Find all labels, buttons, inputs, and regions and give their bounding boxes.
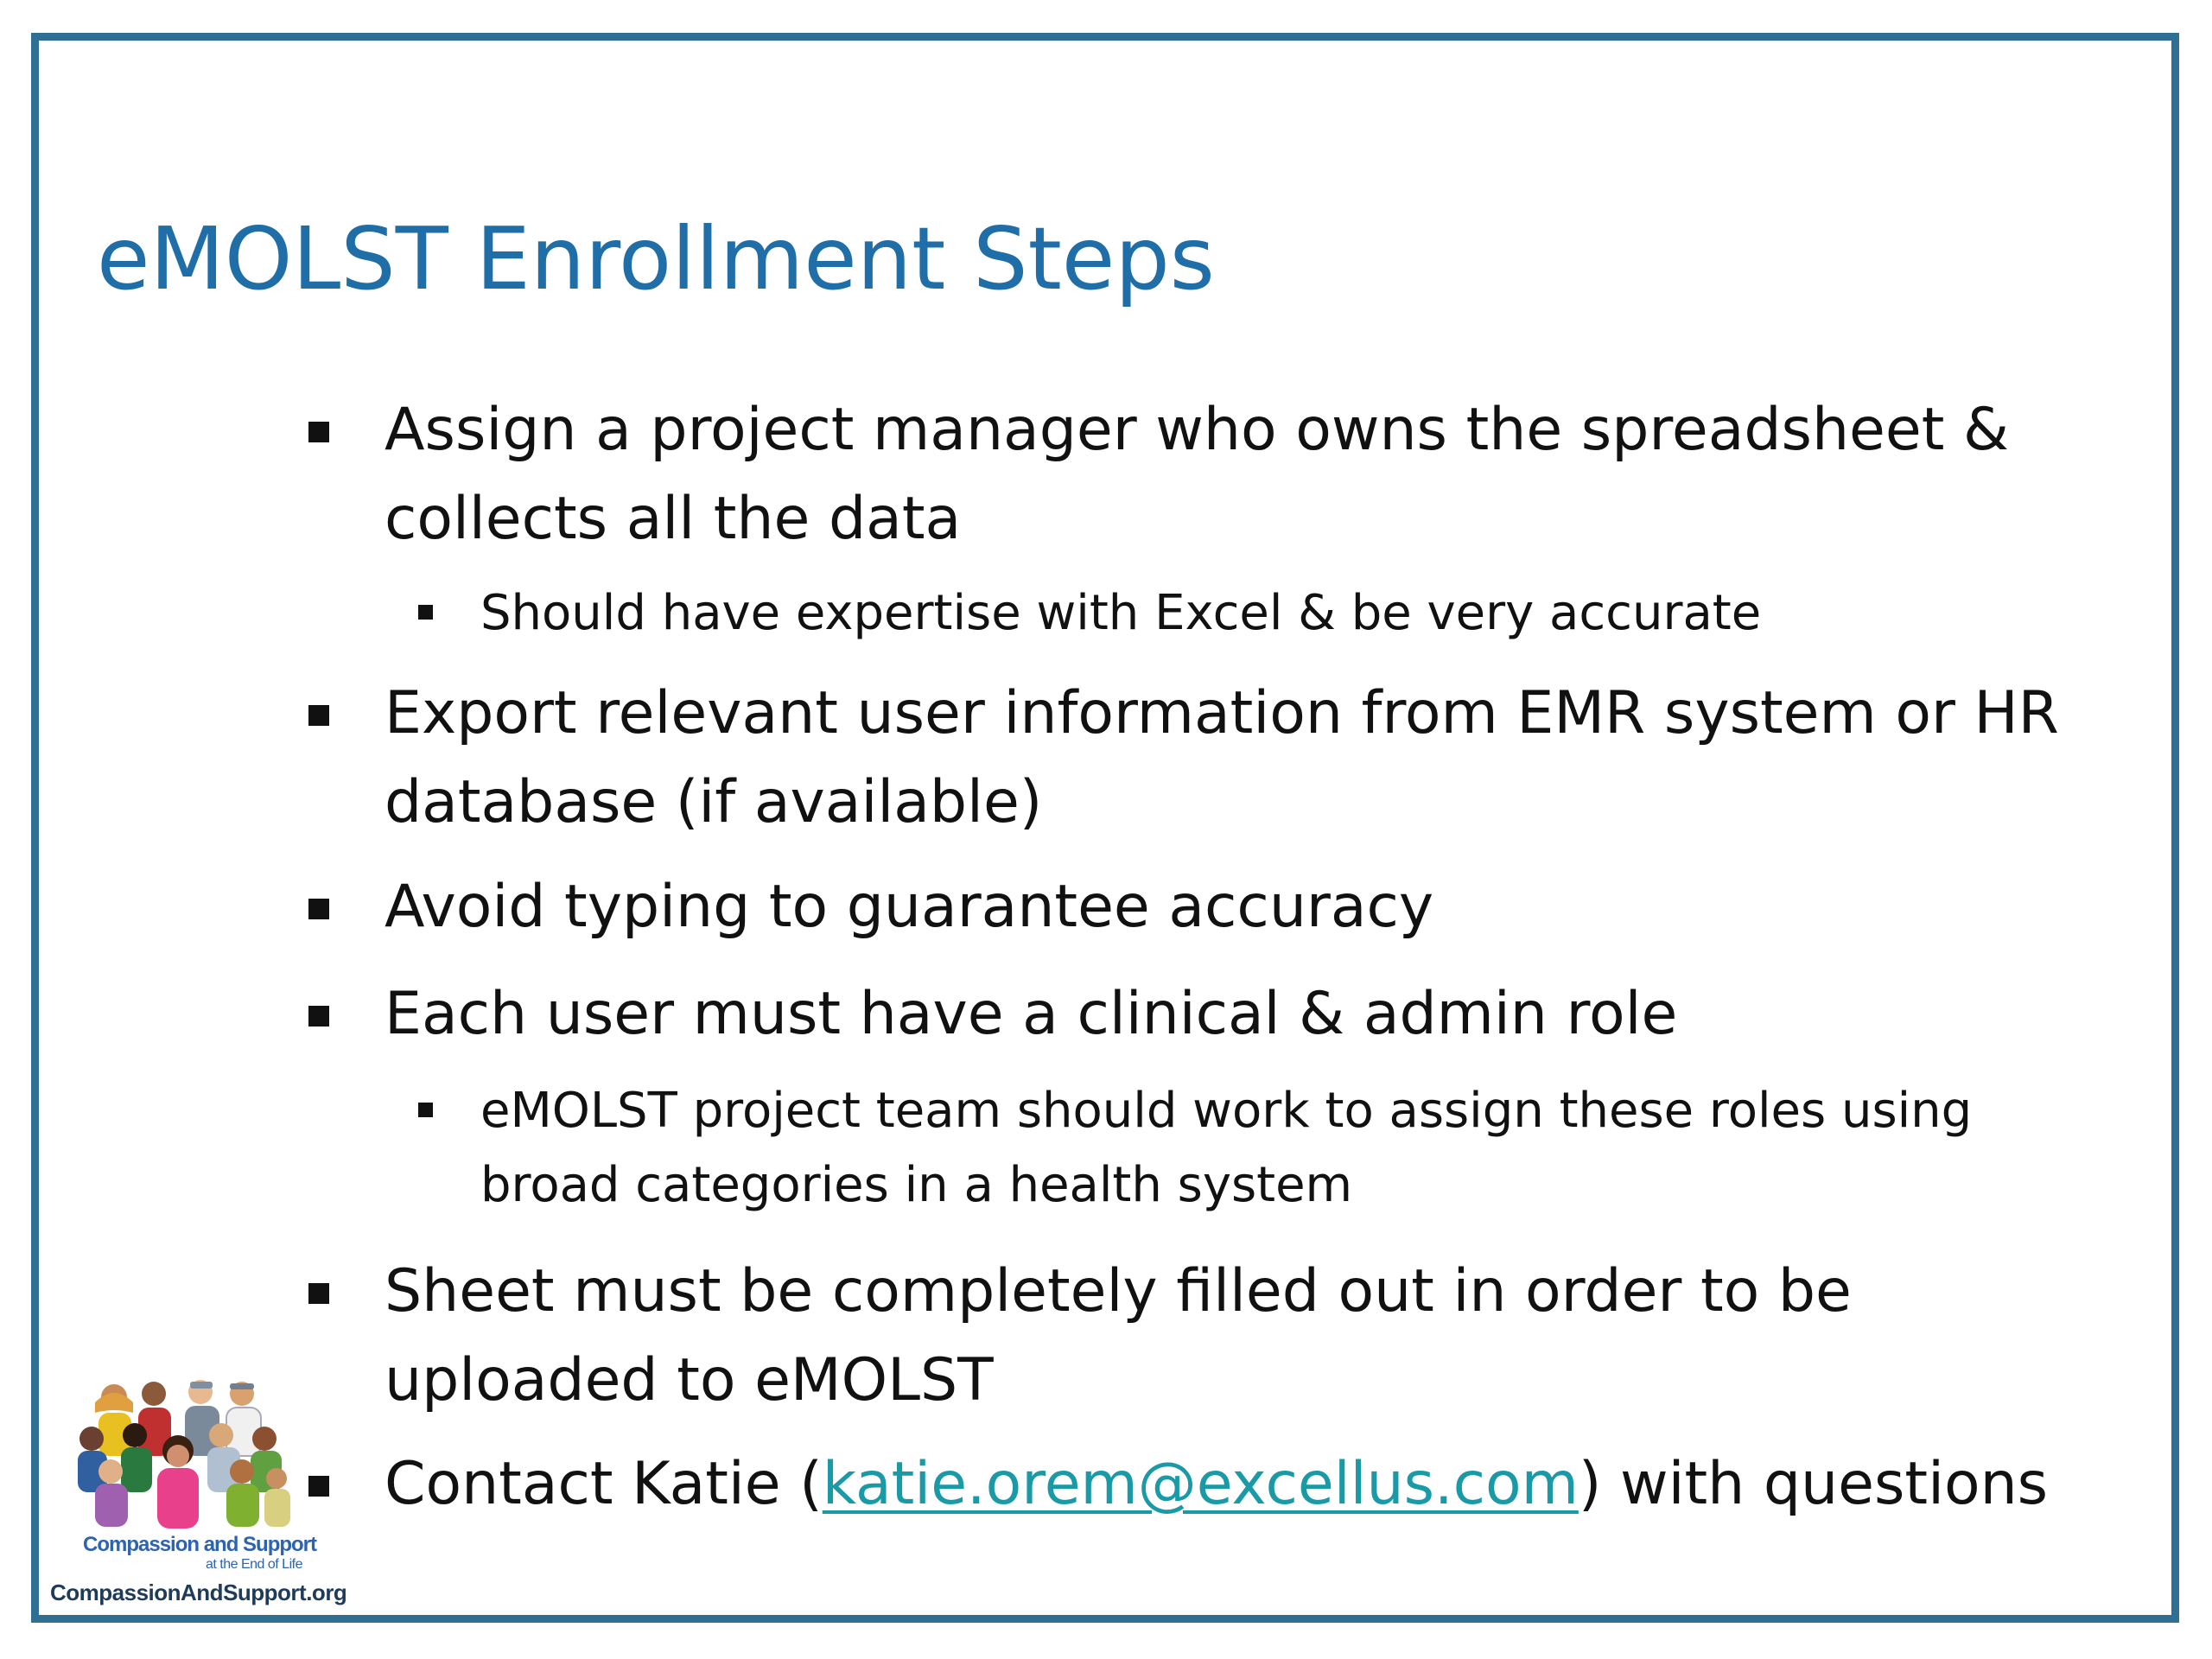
bullet-text: Assign a project manager who owns the spreadsheet & collects all the data [385,396,2010,553]
square-bullet-icon [418,605,433,620]
logo-name: Compassion and Support [83,1533,317,1556]
square-bullet-icon [308,1283,329,1304]
sub-bullet-item [480,576,2122,651]
bullet-text: Each user must have a clinical & admin role [385,980,1678,1048]
email-link[interactable]: katie.orem@excellus.com [822,1450,1579,1518]
square-bullet-icon [418,1103,433,1117]
bullet-text: Sheet must be completely filled out in order to be uploaded to eMOLST [385,1257,1852,1414]
square-bullet-icon [308,1006,329,1027]
bullet-text: Avoid typing to guarantee accuracy [385,873,1434,941]
bullet-text: eMOLST project team should work to assign these roles using broad categories in a health system [480,1083,1973,1213]
sub-bullet-item [480,1074,2122,1223]
bullet-text-after: ) with questions [1578,1450,2049,1518]
bullet-item [385,385,2130,563]
bullet-item [385,969,2130,1058]
logo-website: CompassionAndSupport.org [50,1580,347,1605]
square-bullet-icon [308,705,329,726]
logo [50,1378,370,1620]
slide-title: eMOLST Enrollment Steps [97,208,1215,309]
bullet-text: Should have expertise with Excel & be very accurate [480,585,1762,641]
square-bullet-icon [308,899,329,919]
bullet-text: Export relevant user information from EMR system or HR database (if available) [385,679,2059,836]
people-group-logo-icon [60,1378,302,1532]
square-bullet-icon [308,422,329,442]
bullet-item [385,1440,2130,1529]
bullet-item [385,862,2130,951]
logo-tagline: at the End of Life [206,1557,302,1572]
bullet-item [385,669,2130,847]
bullet-text-before: Contact Katie ( [385,1450,823,1518]
bullet-item [385,1247,2130,1425]
